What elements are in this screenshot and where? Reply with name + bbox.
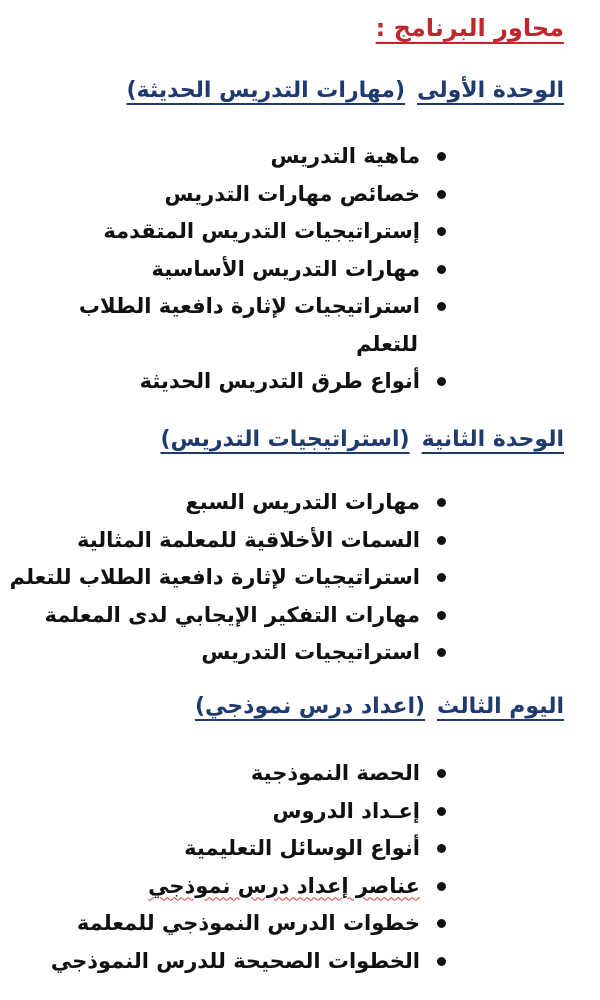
- bullet-icon: [437, 919, 446, 928]
- bullet-icon: [437, 573, 446, 582]
- list-item: مهارات التدريس السبع: [0, 484, 600, 522]
- bullet-icon: [437, 190, 446, 199]
- list-item: الخطوات الصحيحة للدرس النموذجي: [0, 943, 600, 981]
- list-item: السمات الأخلاقية للمعلمة المثالية: [0, 522, 600, 560]
- list-item: الحصة النموذجية: [0, 755, 600, 793]
- bullet-icon: [437, 611, 446, 620]
- bullet-icon: [437, 302, 446, 311]
- list-item: عناصر إعداد درس نموذجي: [0, 868, 600, 906]
- list-item: استراتيجيات لإثارة دافعية الطلاب: [0, 288, 600, 326]
- list-item: أنواع الوسائل التعليمية: [0, 830, 600, 868]
- bullet-icon: [437, 377, 446, 386]
- list-item: مهارات التفكير الإيجابي لدى المعلمة: [0, 597, 600, 635]
- list-item: أنواع طرق التدريس الحديثة: [0, 363, 600, 401]
- unit-1-list: [0, 138, 600, 401]
- bullet-icon: [437, 265, 446, 274]
- bullet-icon: [437, 807, 446, 816]
- bullet-icon: [437, 844, 446, 853]
- bullet-icon: [437, 957, 446, 966]
- bullet-icon: [437, 498, 446, 507]
- unit-3-list: [0, 755, 600, 980]
- unit-2-heading-label: الوحدة الثانية: [421, 427, 564, 452]
- list-item: خصائص مهارات التدريس: [0, 176, 600, 214]
- list-item: مهارات التدريس الأساسية: [0, 251, 600, 289]
- unit-1-heading-topic: (مهارات التدريس الحديثة): [126, 78, 406, 103]
- bullet-icon: [437, 152, 446, 161]
- bullet-icon: [437, 227, 446, 236]
- bullet-icon: [437, 769, 446, 778]
- list-item: إستراتيجيات التدريس المتقدمة: [0, 213, 600, 251]
- unit-3-heading-topic: (اعداد درس نموذجي): [194, 694, 426, 719]
- list-item: ماهية التدريس: [0, 138, 600, 176]
- bullet-icon: [437, 536, 446, 545]
- unit-2-heading: [160, 427, 564, 452]
- list-item-continuation: للتعلم: [356, 331, 418, 356]
- program-title: محاور البرنامج :: [375, 14, 564, 42]
- unit-2-list: [0, 484, 600, 672]
- list-item: استراتيجيات التدريس: [0, 634, 600, 672]
- unit-1-heading: [126, 78, 564, 103]
- unit-3-heading: [195, 694, 564, 719]
- bullet-icon: [437, 648, 446, 657]
- list-item: استراتيجيات لإثارة دافعية الطلاب للتعلم: [0, 559, 600, 597]
- bullet-icon: [437, 882, 446, 891]
- list-item: خطوات الدرس النموذجي للمعلمة: [0, 905, 600, 943]
- unit-3-heading-label: اليوم الثالث: [437, 694, 564, 719]
- unit-1-heading-label: الوحدة الأولى: [417, 78, 564, 103]
- list-item: إعـداد الدروس: [0, 793, 600, 831]
- unit-2-heading-topic: (استراتيجيات التدريس): [160, 427, 410, 452]
